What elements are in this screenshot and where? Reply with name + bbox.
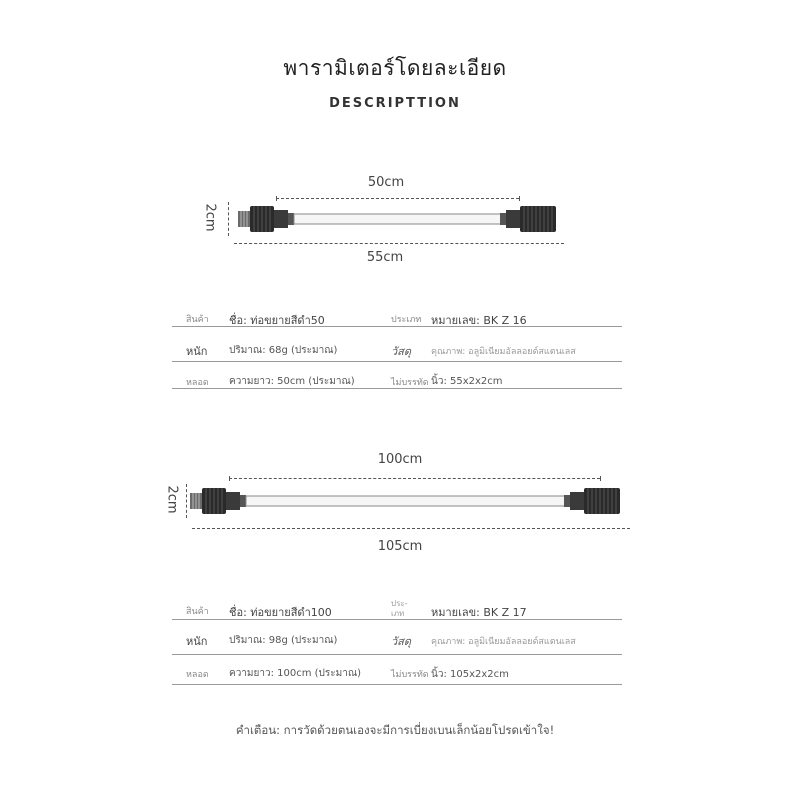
spec-weight: ปริมาณ: 98g (ประมาณ) xyxy=(229,635,338,646)
spec-type-label: ประเภท xyxy=(391,315,422,325)
tick xyxy=(229,476,230,481)
spec-material: คุณภาพ: อลูมิเนียมอัลลอยด์สแตนเลส xyxy=(431,347,576,357)
outer-length-line xyxy=(192,528,630,529)
page-subtitle: DESCRIPTTION xyxy=(329,96,461,111)
table-divider xyxy=(172,619,622,620)
spec-size-label: ไม่บรรทัด xyxy=(391,378,429,388)
inner-length-line xyxy=(229,478,600,479)
spec-size: นิ้ว: 55x2x2cm xyxy=(431,376,503,387)
spec-length: ความยาว: 100cm (ประมาณ) xyxy=(229,668,362,679)
table-divider xyxy=(172,326,622,327)
page-title: พารามิเตอร์โดยละเอียด xyxy=(283,56,507,80)
diameter-label: 2cm xyxy=(202,203,218,232)
table-divider xyxy=(172,654,622,655)
spec-model: หมายเลข: BK Z 16 xyxy=(431,314,527,327)
spec-size: นิ้ว: 105x2x2cm xyxy=(431,669,509,680)
spec-model: หมายเลข: BK Z 17 xyxy=(431,606,527,619)
spec-material-label: วัสดุ xyxy=(391,345,412,358)
table-divider xyxy=(172,684,622,685)
measurement-note: คำเตือน: การวัดด้วยตนเองจะมีการเบี่ยงเบนเล็กน้อยโปรดเข้าใจ! xyxy=(235,723,555,737)
spec-label: หลอด xyxy=(186,378,209,388)
spec-label: หนัก xyxy=(186,345,208,358)
hose-image xyxy=(190,484,636,518)
spec-material-label: วัสดุ xyxy=(391,635,412,648)
tick xyxy=(519,196,520,201)
tick xyxy=(276,196,277,201)
outer-length-label: 55cm xyxy=(366,250,404,265)
spec-size-label: ไม่บรรทัด xyxy=(391,670,429,680)
spec-material: คุณภาพ: อลูมิเนียมอัลลอยด์สแตนเลส xyxy=(431,637,576,647)
spec-length: ความยาว: 50cm (ประมาณ) xyxy=(229,376,355,387)
hose-image xyxy=(228,202,568,236)
diameter-line xyxy=(228,202,229,236)
spec-name: ชื่อ: ท่อขยายสีดำ100 xyxy=(229,606,332,619)
spec-label: หลอด xyxy=(186,670,209,680)
spec-label: หนัก xyxy=(186,635,208,648)
spec-type-label: ประ- เภท xyxy=(391,599,408,618)
spec-label: สินค้า xyxy=(186,607,209,617)
inner-length-line xyxy=(276,198,519,199)
outer-length-label: 105cm xyxy=(377,539,423,554)
table-divider xyxy=(172,388,622,389)
inner-length-label: 100cm xyxy=(377,452,423,467)
spec-label: สินค้า xyxy=(186,315,209,325)
spec-weight: ปริมาณ: 68g (ประมาณ) xyxy=(229,345,338,356)
diameter-line xyxy=(186,484,187,518)
table-divider xyxy=(172,361,622,362)
diameter-label: 2cm xyxy=(164,485,180,514)
tick xyxy=(600,476,601,481)
outer-length-line xyxy=(234,243,564,244)
spec-name: ชื่อ: ท่อขยายสีดำ50 xyxy=(229,314,325,327)
inner-length-label: 50cm xyxy=(367,175,405,190)
